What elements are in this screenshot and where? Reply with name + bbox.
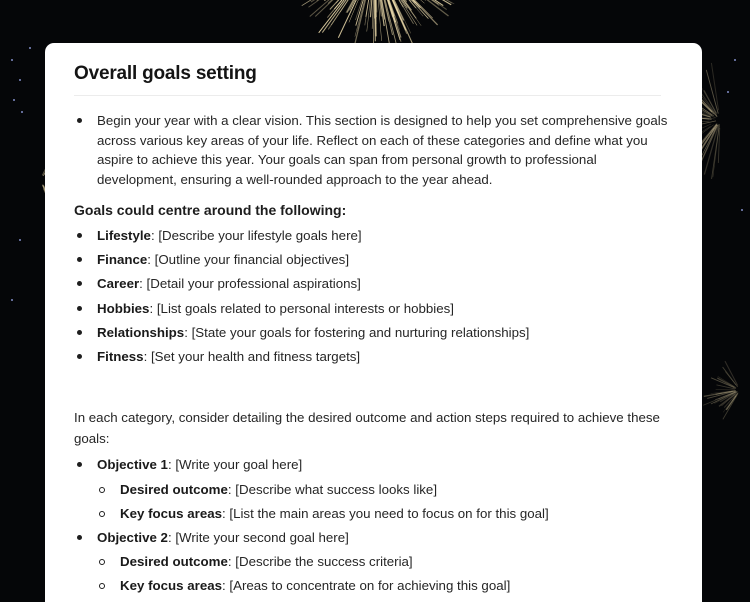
category-item bbox=[74, 226, 673, 246]
firework-spark bbox=[21, 111, 23, 113]
category-label: Career bbox=[97, 276, 140, 292]
sub-item-label: Key focus areas bbox=[120, 577, 222, 593]
objective-sub-item bbox=[74, 552, 673, 572]
category-text: : [Set your health and fitness targets] bbox=[143, 348, 361, 364]
objective-sub-item bbox=[74, 576, 673, 596]
objective-text: : [Write your goal here] bbox=[167, 457, 303, 473]
category-label: Relationships bbox=[97, 324, 185, 340]
category-item bbox=[74, 274, 673, 294]
category-text: : [State your goals for fostering and nurturing relationships] bbox=[184, 324, 530, 340]
firework-spark bbox=[13, 99, 15, 101]
category-text: : [Describe your lifestyle goals here] bbox=[150, 228, 362, 243]
page-title: Overall goals setting bbox=[74, 63, 661, 96]
objectives-list bbox=[74, 455, 673, 595]
objectives-paragraph: In each category, consider detailing the desired outcome and action steps required to achieve these goals: bbox=[74, 410, 660, 446]
sub-item-label: Desired outcome bbox=[120, 481, 228, 497]
category-item bbox=[74, 299, 673, 319]
category-text: : [List goals related to personal interests or hobbies] bbox=[149, 300, 454, 316]
sub-item-label: Key focus areas bbox=[120, 505, 222, 521]
objective-sub-item bbox=[74, 504, 673, 524]
objective-item bbox=[74, 455, 673, 475]
category-item bbox=[74, 250, 673, 270]
sub-item-text: : [Describe what success looks like] bbox=[227, 481, 438, 497]
sub-item-text: : [Areas to concentrate on for achieving this goal] bbox=[222, 577, 511, 593]
categories-heading: Goals could centre around the following: bbox=[74, 202, 347, 218]
firework-spark bbox=[727, 91, 729, 93]
category-text: : [Detail your professional aspirations] bbox=[139, 276, 361, 292]
category-label: Hobbies bbox=[97, 300, 150, 316]
objective-label: Objective 2 bbox=[97, 529, 168, 545]
firework-spark bbox=[11, 59, 13, 61]
category-label: Fitness bbox=[97, 348, 144, 364]
objective-label: Objective 1 bbox=[97, 457, 168, 473]
category-label: Lifestyle bbox=[97, 228, 151, 243]
objective-item bbox=[74, 528, 673, 548]
sub-item-text: : [List the main areas you need to focus on for this goal] bbox=[222, 505, 549, 521]
objective-text: : [Write your second goal here] bbox=[167, 529, 349, 545]
firework-spark bbox=[11, 299, 13, 301]
sub-item-text: : [Describe the success criteria] bbox=[227, 553, 413, 569]
category-item bbox=[74, 323, 673, 343]
firework-spark bbox=[19, 239, 21, 241]
category-item bbox=[74, 347, 673, 367]
category-label: Finance bbox=[97, 252, 148, 268]
document-card bbox=[45, 43, 702, 602]
intro-text: Begin your year with a clear vision. This section is designed to help you set comprehensive goals across various key areas of your life. Reflect on each of these categories and define what you aspire to achieve this year. Your goals can span from personal growth to professional development, ensuring a well-rounded approach to the year ahead. bbox=[74, 111, 673, 189]
category-text: : [Outline your financial objectives] bbox=[147, 252, 350, 268]
objective-sub-item bbox=[74, 480, 673, 500]
firework-spark bbox=[19, 79, 21, 81]
firework-spark bbox=[741, 209, 743, 211]
categories-list bbox=[74, 226, 673, 366]
firework-spark bbox=[29, 47, 31, 49]
sub-item-label: Desired outcome bbox=[120, 553, 228, 569]
firework-spark bbox=[734, 59, 736, 61]
intro-list bbox=[74, 111, 673, 189]
